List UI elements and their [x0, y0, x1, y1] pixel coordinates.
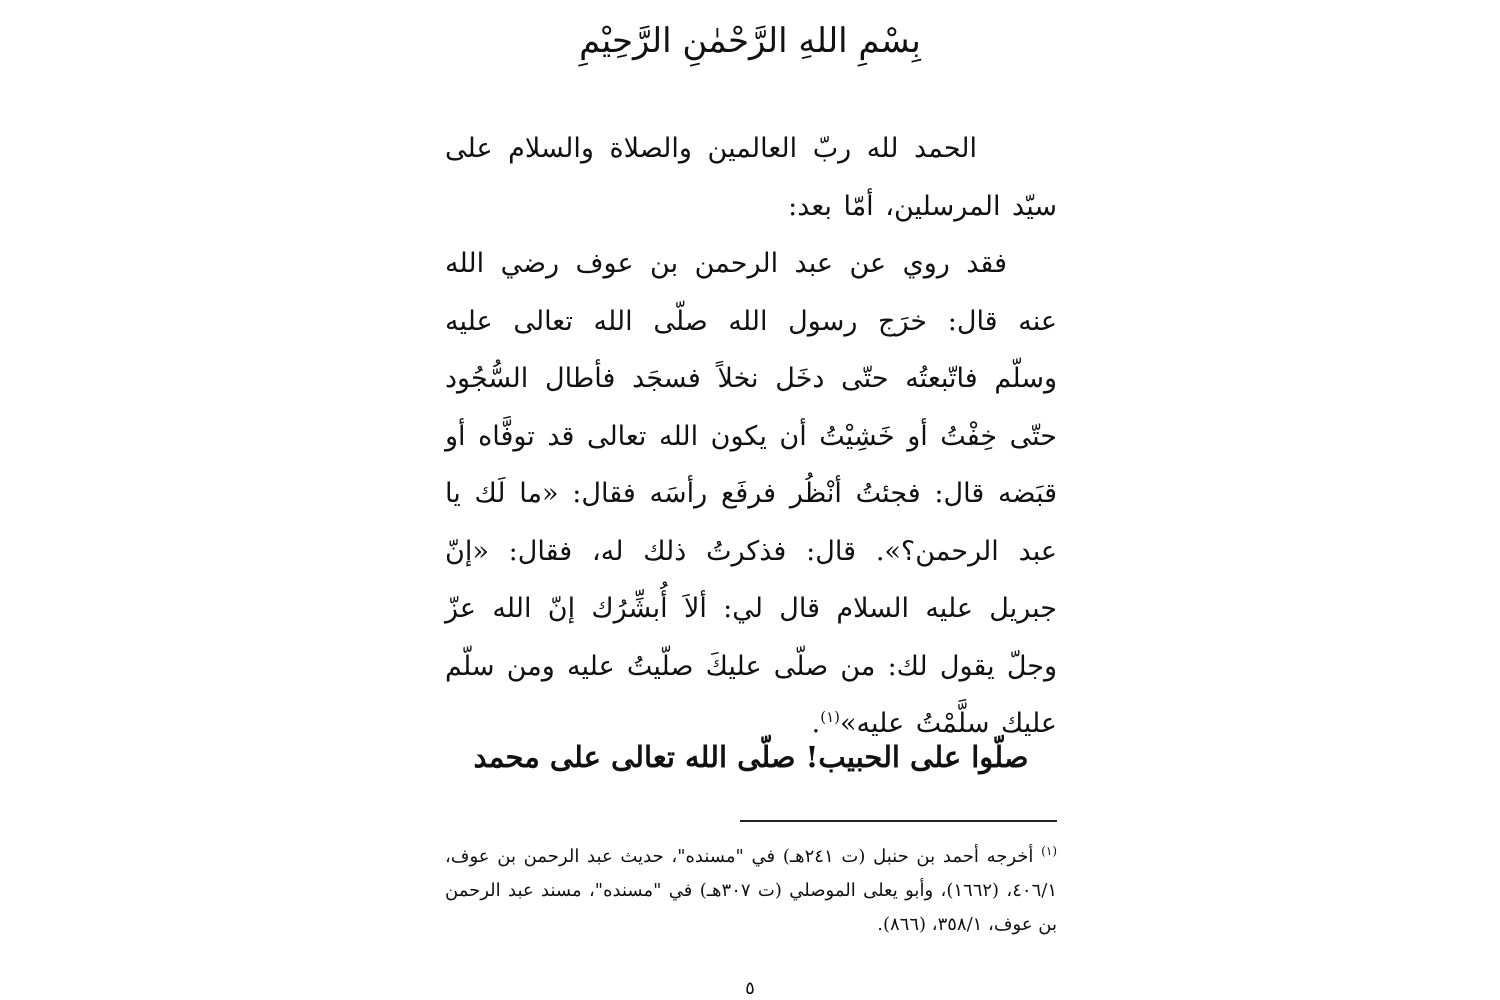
footnote-reference: (١) [820, 708, 840, 726]
hadith-end: . [811, 708, 821, 739]
footnote-text: أخرجه أحمد بن حنبل (ت ٢٤١هـ) في "مسنده"، حديث عبد الرحمن بن عوف، ٤٠٦/١، (١٦٦٢)، وأبو يعلى الموصلي (ت ٣٠٧هـ) في "مسنده"، مسند عبد الرحمن بن عوف، ٣٥٨/١، (٨٦٦). [445, 846, 1057, 935]
opening-paragraph: الحمد لله ربّ العالمين والصلاة والسلام على سيّد المرسلين، أمّا بعد: [445, 133, 1057, 222]
basmala-heading: بِسْمِ اللهِ الرَّحْمٰنِ الرَّحِيْمِ [579, 21, 921, 61]
footnote-marker: (١) [1041, 844, 1057, 858]
footnote-divider [740, 820, 1057, 822]
hadith-text: فقد روي عن عبد الرحمن بن عوف رضي الله عنه قال: خرَج رسول الله صلّى الله تعالى عليه وسلّم فاتّبعتُه حتّى دخَل نخلاً فسجَد فأطال السُّجُود حتّى خِفْتُ أو خَشِيْتُ أن يكون الله تعالى قد توفَّاه أو قبَضه قال: فجئتُ أنْظُر فرفَع رأسَه فقال: «ما لَك يا عبد الرحمن؟». قال: فذكرتُ ذلك له، فقال: «إنّ جبريل عليه السلام قال لي: ألاَ أُبشِّرُك إنّ الله عزّ وجلّ يقول لك: من صلّى عليكَ صلّيتُ عليه ومن سلّم عليك سلَّمْتُ عليه» [445, 248, 1057, 739]
salawat-line: صلّوا على الحبيب! صلّى الله تعالى على محمد [473, 740, 1029, 774]
body-text [445, 120, 1057, 753]
footnote [445, 840, 1057, 942]
page-number: ٥ [745, 978, 755, 999]
hadith-paragraph [445, 235, 1057, 753]
